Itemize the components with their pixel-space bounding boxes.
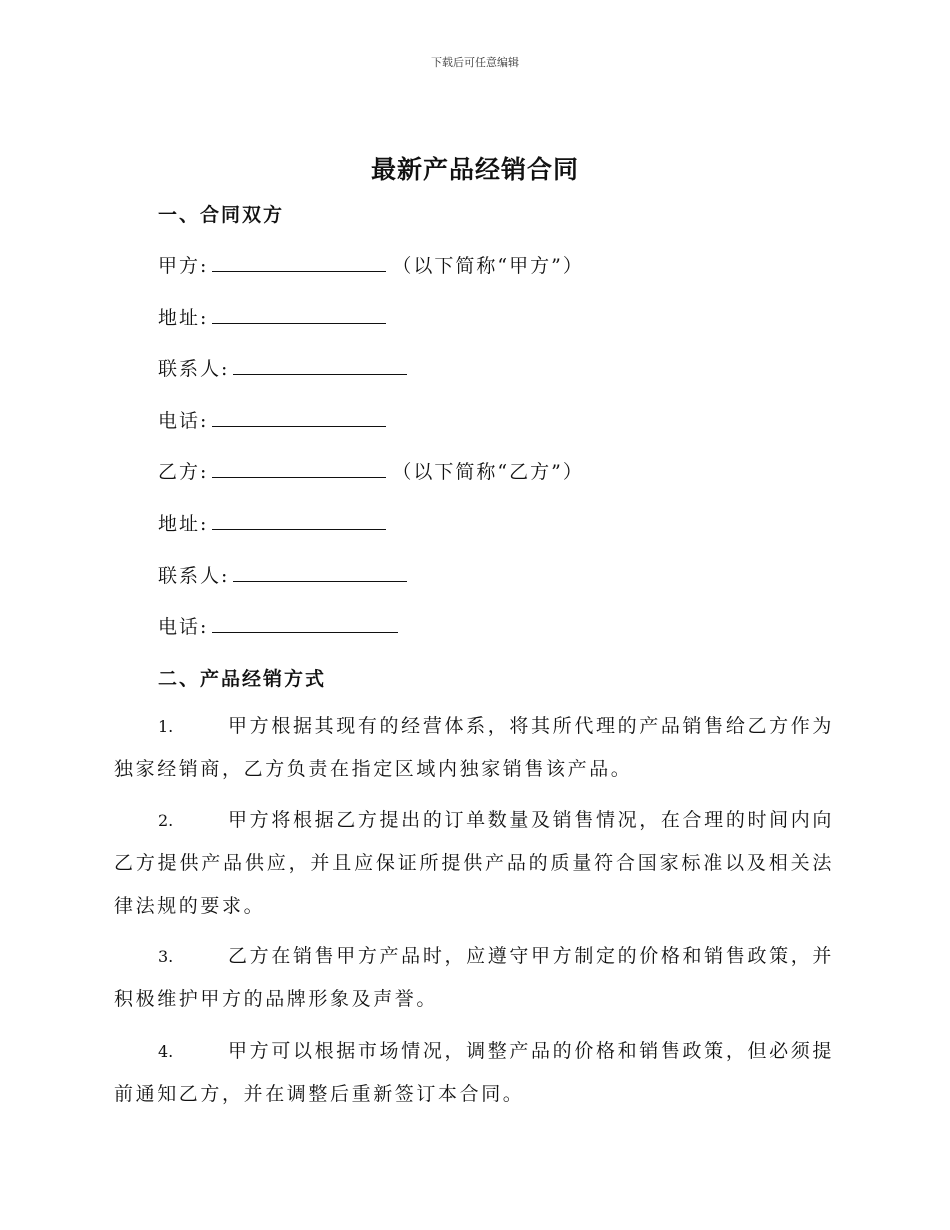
party-b-phone-blank[interactable] [212,612,398,633]
clause-number: 3. [158,947,174,966]
clause-number: 2. [158,811,174,830]
party-b-name-blank[interactable] [212,457,386,478]
party-b-address-label: 地址: [158,513,209,535]
party-a-phone-blank[interactable] [212,406,386,427]
party-a-label: 甲方: [158,255,209,277]
clause-text: 乙方在销售甲方产品时，应遵守甲方制定的价格和销售政策，并积极维护甲方的品牌形象及声誉。 [114,945,834,1010]
party-a-contact-label: 联系人: [158,358,230,380]
clause-2 [114,799,834,928]
section-2-heading: 二、产品经销方式 [158,668,327,690]
party-b-address-blank[interactable] [212,509,386,530]
party-a-address-blank[interactable] [212,303,386,324]
party-b-suffix: （以下简称“乙方”） [392,461,584,483]
party-a-phone-row [158,406,392,433]
header-note: 下载后可任意编辑 [431,56,519,69]
clause-text: 甲方根据其现有的经营体系，将其所代理的产品销售给乙方作为独家经销商，乙方负责在指定区域内独家销售该产品。 [114,715,834,780]
party-b-contact-blank[interactable] [233,561,407,582]
section-1-heading: 一、合同双方 [158,204,285,226]
party-a-name-row [158,251,584,278]
clause-number: 4. [158,1042,174,1061]
party-b-contact-row [158,561,413,588]
clause-4 [114,1030,834,1116]
clause-text: 甲方将根据乙方提出的订单数量及销售情况，在合理的时间内向乙方提供产品供应，并且应保证所提供产品的质量符合国家标准以及相关法律法规的要求。 [114,809,834,917]
party-a-suffix: （以下简称“甲方”） [392,255,584,277]
party-b-contact-label: 联系人: [158,565,230,587]
party-a-address-row [158,303,392,330]
party-a-address-label: 地址: [158,307,209,329]
party-b-phone-label: 电话: [158,616,209,638]
party-b-name-row [158,457,584,484]
party-a-contact-blank[interactable] [233,354,407,375]
party-b-address-row [158,509,392,536]
document-title: 最新产品经销合同 [370,155,579,184]
party-b-label: 乙方: [158,461,209,483]
party-a-name-blank[interactable] [212,251,386,272]
party-a-phone-label: 电话: [158,410,209,432]
party-b-phone-row [158,612,404,639]
clause-3 [114,935,834,1021]
clause-number: 1. [158,717,174,736]
clause-text: 甲方可以根据市场情况，调整产品的价格和销售政策，但必须提前通知乙方，并在调整后重新签订本合同。 [114,1040,834,1105]
clause-1 [114,705,834,791]
party-a-contact-row [158,354,413,381]
